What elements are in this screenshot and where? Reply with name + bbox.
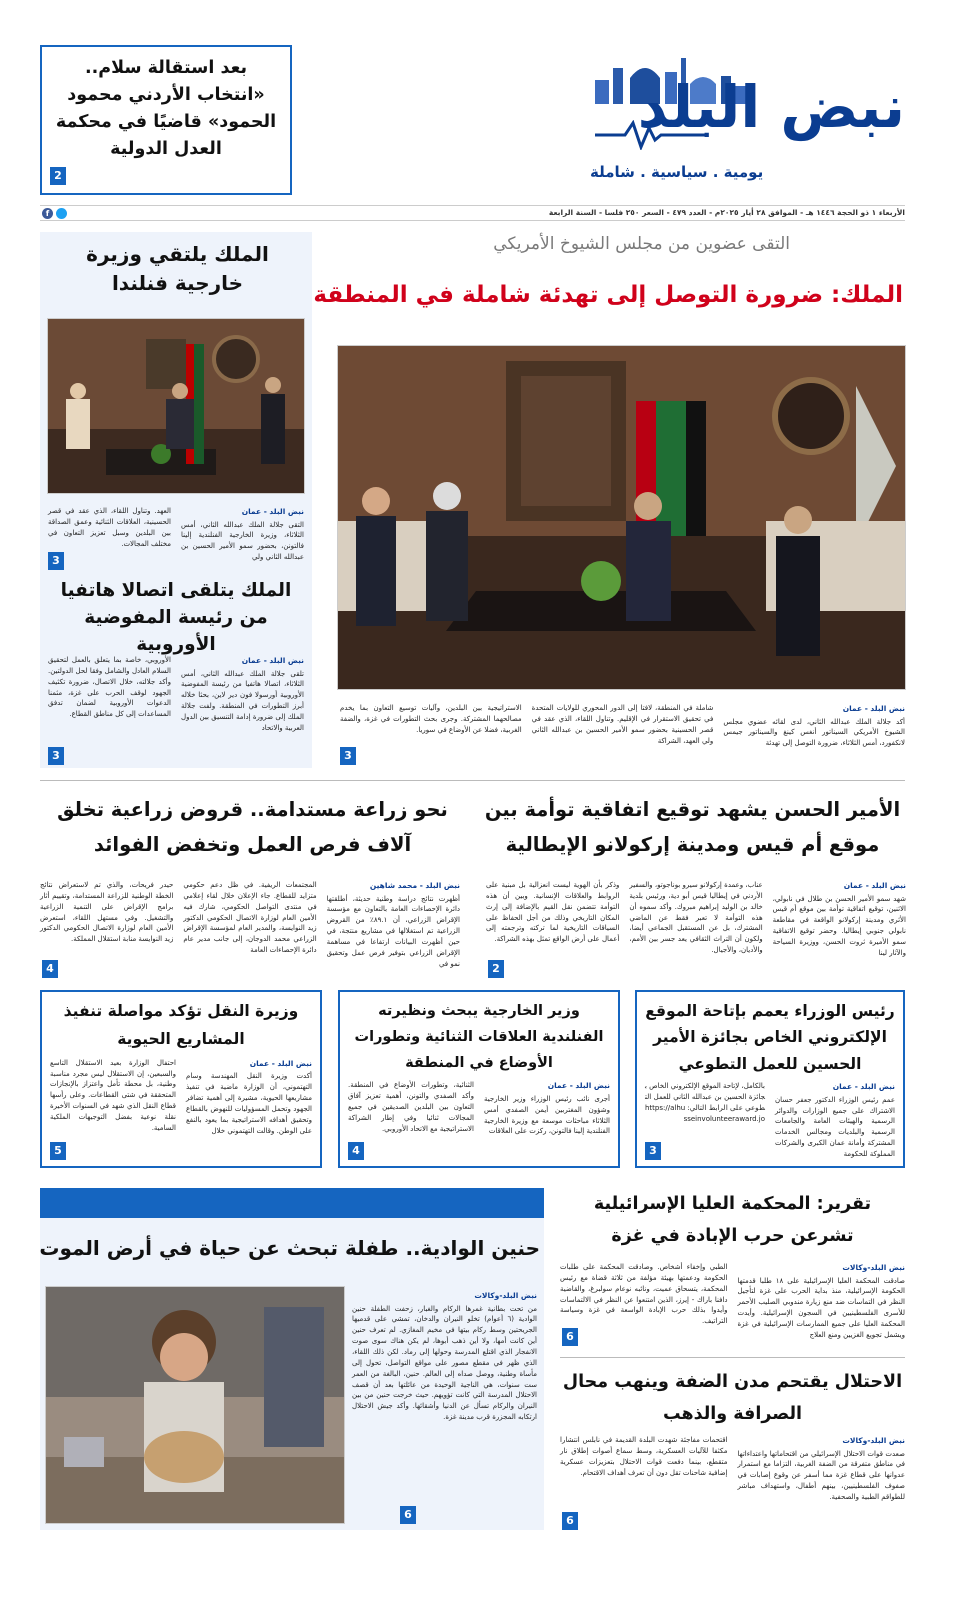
masthead	[455, 45, 905, 195]
transport-headline: وزيرة النقل تؤكد مواصلة تنفيذ المشاريع الحيوية	[63, 1002, 299, 1048]
raid-page-badge[interactable]: 6	[562, 1512, 578, 1530]
eu-col-1: تلقى جلالة الملك عبدالله الثاني، أمس الثلاثاء، اتصالا هاتفيا من رئيسة المفوضية الأوروبية أورسولا فون دير لاين، بحثا خلاله أبرز التطورات في المنطقة. ولفت جلالة الملك إلى ضرورة إدامة التنسيق بين الدول العربية والاتحاد	[181, 669, 304, 732]
pm-col-2: بالكامل، لإتاحة الموقع الإلكتروني الخاص بجائزة الحسين بن عبدالله الثاني للعمل التطوعي على الرابط التالي: https://alhusseinvolunteeraward.jo	[645, 1082, 765, 1123]
lead-photo	[337, 345, 906, 690]
heartbeat-line-icon	[595, 120, 705, 150]
hassan-page-badge[interactable]: 2	[488, 960, 504, 978]
lead-body	[340, 703, 905, 749]
promo-box[interactable]	[40, 45, 292, 195]
finland-headline[interactable]: الملك يلتقي وزيرة خارجية فنلندا	[86, 242, 269, 295]
fm-byline: نبض البلد - عمان	[547, 1081, 610, 1091]
raid-headline[interactable]: الاحتلال يقتحم مدن الضفة وينهب محال الصرافة والذهب	[562, 1372, 903, 1425]
fm-body	[348, 1080, 610, 1137]
raid-byline: نبض البلد-وكالات	[842, 1436, 905, 1445]
eu-body	[48, 655, 304, 734]
masthead-tagline: يومية . سياسية . شاملة	[590, 163, 764, 181]
hassan-col-3: وذكر بأن الهوية ليست انعزالية بل مبنية على الروابط والعلاقات الإنسانية. وبين أن هذه التوأمة تتضمن نقل القيم بالإضافة إلى إرث المكان التاريخي وذلك من أجل الحفاظ على السياقات التاريخية لما تركته وترجمته إلى أعمال على أرض الواقع تمثل بهذه الشراكة.	[486, 881, 620, 944]
page-number-badge: 2	[50, 167, 66, 185]
dateline: الأربعاء ١ ذو الحجة ١٤٤٦ هـ - الموافق ٢٨ أيار ٢٠٢٥م - العدد ٤٧٩ - السعر ٢٥٠ فلسا - السنة الرابعة	[548, 208, 905, 217]
pm-body	[645, 1081, 895, 1160]
lead-col-2: شاملة في المنطقة، لافتا إلى الدور المحوري للولايات المتحدة في تحقيق الاستقرار في الإقليم. وتناول اللقاء، الذي عقد في قصر الحسينية بحضور سمو الأمير الحسين بن عبدالله الثاني ولي العهد، الشراكة	[531, 704, 714, 745]
hassan-headline[interactable]: الأمير الحسن يشهد توقيع اتفاقية توأمة بين موقع أم قيس ومدينة إركولانو الإيطالية	[484, 798, 901, 857]
hassan-body	[486, 880, 906, 959]
hassan-col-1: شهد سمو الأمير الحسن بن طلال في نابولي، الاثنين، توقيع اتفاقية توأمة بين موقع أم قيس الأثري ومدينة إركولانو الواقعة في مقاطعة نابولي جنوبي إيطاليا. وحضر توقيع الاتفاقية سمو الأميرة ثروت الحسن، ووزيرة السياحة والآثار لينا	[772, 894, 906, 957]
eu-headline[interactable]: الملك يتلقى اتصالا هاتفيا من رئيسة المفوضية الأوروبية	[60, 580, 292, 655]
hanin-text: من تحت بطانية غمرها الركام والغبار، زحفت الطفلة حنين الوادية (٦ أعوام) تخلو النيران والدخان، تمشي على قدميها الجريحتين وسط ركام بيتها في مخيم المغازي. لم تعرف حنين أين كانت أمها، ولا أين ذهب أبوها، لم يكن هناك سوى صوت الانفجار الذي اقتلع المدرسة وحولها إلى رماد. لكن ذلك اللقاء، الذي ظهر في مقطع مصور على مواقع التواصل، تحول إلى مأساة وطنية، ووصل صداه إلى العالم. حنين، البالغة من العمر ست سنوات، هي الناجية الوحيدة من عائلتها بعد أن قصف الاحتلال المدرسة التي كانت تؤويهم. حيث خرجت حنين من بين النيران والركام تسأل عن الدنيا وأشقائها. وأكد جيش الاحتلال ارتكابه المجزرة قرب مدينة غزة.	[352, 1304, 537, 1422]
fm-box[interactable]	[338, 990, 620, 1168]
hanin-photo	[45, 1286, 345, 1524]
lead-page-badge[interactable]: 3	[340, 747, 356, 765]
finland-byline: نبض البلد - عمان	[241, 507, 304, 516]
eu-byline: نبض البلد - عمان	[241, 656, 304, 665]
divider	[40, 780, 905, 781]
lead-headline[interactable]: الملك: ضرورة التوصل إلى تهدئة شاملة في المنطقة	[313, 282, 903, 308]
pm-headline: رئيس الوزراء يعمم بإتاحة الموقع الإلكتروني الخاص بجائزة الأمير الحسين للعمل التطوعي	[645, 1002, 895, 1073]
fm-headline: وزير الخارجية يبحث ونظيرته الفنلندية العلاقات الثنائية وتطورات الأوضاع في المنطقة	[354, 1003, 604, 1072]
raid-col-2: اقتحمات مفاجئة شهدت البلدة القديمة في نابلس انتشارا مكثفا للآليات العسكرية، وسط سماع أصوات إطلاق نار متقطع، بينما دفعت قوات الاحتلال بتعزيزات عسكرية إضافية شاحنات تقل دون أن تعرف أهداف الاقتحام.	[560, 1436, 728, 1477]
hassan-col-2: عناب، وعمدة إركولانو سيرو بوناجوتو، والسفير الأردني في إيطاليا قيس أبو دية، ورئيس بلدية خالد بن الوليد إبراهيم مبروك. وأكد سموه أن هذه التوأمة لا تعبر فقط عن الماضي المشترك، بل عن المستقبل الجماعي أيضا، ولكون أن التراث الثقافي يعد جسر بين الأمم، والأديان، والأجيال.	[629, 881, 763, 955]
raid-col-1: صعدت قوات الاحتلال الإسرائيلي من اقتحاماتها واعتداءاتها في مناطق متفرقة من الضفة الغربية، التزاما مع استمرار عدوانها على قطاع غزة مما أسفر عن وقوع إصابات في صفوف الفلسطينيين، بينهم أطفال، واستهداف مباشر للطواقم الطبية والصحفية.	[737, 1449, 905, 1501]
pm-page-badge: 3	[645, 1142, 661, 1160]
lead-col-1: أكد جلالة الملك عبدالله الثاني، لدى لقائه عضوي مجلس الشيوخ الأمريكي السيناتور أنغس كينغ والسيناتور جيمس لانكفورد، أمس الثلاثاء، ضرورة التوصل إلى تهدئة	[723, 717, 905, 748]
pm-byline: نبض البلد - عمان	[832, 1082, 895, 1092]
court-byline: نبض البلد-وكالات	[842, 1263, 905, 1272]
transport-page-badge: 5	[50, 1142, 66, 1160]
hanin-byline: نبض البلد-وكالات	[474, 1291, 537, 1300]
lead-byline: نبض البلد - عمان	[842, 704, 905, 713]
facebook-icon[interactable]: f	[42, 208, 53, 219]
fm-col-2: الثنائية، وتطورات الأوضاع في المنطقة. وأكد الصفدي والتونن، أهمية تعزيز آفاق التعاون بين البلدين الصديقين في جميع المجالات ثنائيا وفي إطار الشراكة الاستراتيجية مع الاتحاد الأوروبي.	[348, 1081, 474, 1133]
divider	[560, 1357, 905, 1358]
agri-col-1: أظهرت نتائج دراسة وطنية حديثة، أطلقتها دائرة الإحصاءات العامة بالتعاون مع مؤسسة الإقراض الزراعي، أن ٨٩.١٪ من القروض الزراعية تم استغلالها في مشاريع منتجة، في حين أظهرت البيانات ارتفاعا في مساهمة الإقراض الزراعي بتوفير فرص عمل وتحقيق نمو في	[326, 894, 460, 968]
lead-col-3: الاستراتيجية بين البلدين، وآليات توسيع التعاون بما يخدم مصالحهما المشتركة. وجرى بحث التطورات في غزة، والضفة الغربية، فضلا عن الأوضاع في سوريا.	[339, 704, 522, 734]
agri-page-badge[interactable]: 4	[42, 960, 58, 978]
fm-page-badge: 4	[348, 1142, 364, 1160]
agri-col-2: المجتمعات الريفية. في ظل دعم حكومي متزايد للقطاع. جاء الإعلان خلال لقاء إعلامي في منتدى التواصل الحكومي، شارك فيه الأمين العام لوزارة الاتصال الحكومي الدكتور زيد النوايسة، والمدير العام لمؤسسة الإقراض الزراعي محمد الدوجان، إلى جانب مدير عام دائرة الإحصاءات العامة	[183, 881, 317, 955]
transport-col-1: أكدت وزيرة النقل المهندسة وسام التهتموني، أن الوزارة ماضية في تنفيذ مشاريعها الحيوية، مشيرة إلى أهمية تضافر الجهود وتحمل المسؤوليات للنهوض بالقطاع وتحقيق أهدافه الاستراتيجية بما يعود بالنفع على الوطن. وقالت التهتموني خلال	[186, 1072, 312, 1135]
agri-byline: نبض البلد - محمد شاهين	[369, 881, 460, 890]
court-body	[560, 1262, 905, 1341]
agri-col-3: حيدر فريحات، والذي تم لاستعراض نتائج الخطة الوطنية للزراعة المستدامة، وتقييم أثار برامج الإقراض على التنمية الزراعية والتشغيل. وفي مستهل اللقاء، استعرض الأمين العام لوزارة الاتصال الحكومي الدكتور زيد النوايسة منابة استقلال المملكة.	[40, 881, 174, 944]
promo-headline: بعد استقالة سلام.. «انتخاب الأردني محمود الحمود» قاضيًا في محكمة العدل الدولية	[55, 58, 277, 160]
hassan-byline: نبض البلد - عمان	[843, 881, 906, 890]
hanin-page-badge[interactable]: 6	[400, 1506, 416, 1524]
eu-page-badge[interactable]: 3	[48, 747, 64, 765]
transport-byline: نبض البلد - عمان	[249, 1058, 312, 1068]
finland-col-1: التقى جلالة الملك عبدالله الثاني، أمس الثلاثاء، وزيرة الخارجية الفنلندية إلينا فالتونن، بحضور سمو الأمير الحسين بن عبدالله الثاني ولي	[181, 520, 304, 562]
transport-col-2: احتفال الوزارة بعيد الاستقلال التاسع والسبعين، إن الاستقلال ليس مجرد مناسبة وطنية، بل محطة تأمل واعتزاز بالإنجازات المتحققة في شتى القطاعات. وعلى رأسها قطاع النقل الذي شهد في السنوات الأخيرة نقلة نوعية بفضل التوجيهات الملكية السامية.	[50, 1058, 176, 1132]
masthead-title: نبض البلد	[637, 73, 905, 141]
finland-col-2: العهد. وتناول اللقاء، الذي عقد في قصر الحسينية، العلاقات الثنائية وعمق الصداقة بين البلدين وسبل تعزيز التعاون في مختلف المجالات.	[48, 507, 171, 548]
raid-body	[560, 1435, 905, 1503]
lead-kicker: التقى عضوين من مجلس الشيوخ الأمريكي	[493, 234, 790, 254]
court-page-badge[interactable]: 6	[562, 1328, 578, 1346]
transport-box[interactable]	[40, 990, 322, 1168]
court-headline[interactable]: تقرير: المحكمة العليا الإسرائيلية تشرعن حرب الإبادة في غزة	[593, 1194, 872, 1247]
hanin-body	[352, 1290, 537, 1423]
pm-col-1: عمم رئيس الوزراء الدكتور جعفر حسان الاشتراك على جميع الوزارات والدوائر الرسمية والهيئات العامة والجامعات الرسمية والبلديات ومجالس الخدمات المشتركة وأمانة عمان الكبرى والشركات المملوكة للحكومة	[775, 1095, 895, 1158]
fm-col-1: أجرى نائب رئيس الوزراء وزير الخارجية وشؤون المغتربين أيمن الصفدي أمس الثلاثاء مباحثات موسعة مع وزيرة الخارجية الفنلندية إلينا فالتونن، ركزت على العلاقات	[484, 1094, 610, 1136]
transport-body	[50, 1058, 312, 1137]
twitter-icon[interactable]	[56, 208, 67, 219]
finland-photo	[47, 318, 305, 494]
hanin-headline[interactable]: حنين الوادية.. طفلة تبحث عن حياة في أرض الموت	[39, 1236, 540, 1260]
finland-body	[48, 506, 304, 563]
finland-page-badge[interactable]: 3	[48, 552, 64, 570]
hanin-bar	[40, 1188, 544, 1218]
eu-col-2: الأوروبي، خاصة بما يتعلق بالعمل لتحقيق السلام العادل والشامل وفقا لحل الدولتين. وأكد جلالته، خلال الاتصال، ضرورة تكثيف الجهود لوقف الحرب على غزة، مثمنا الدعوات الأوروبية لضمان تدفق المساعدات إلى كل مناطق القطاع.	[48, 656, 171, 719]
agri-headline[interactable]: نحو زراعة مستدامة.. قروض زراعية تخلق آلاف فرص العمل وتخفض الفوائد	[57, 798, 448, 857]
court-col-2: الطبي وإخفاء أشخاص. وصادقت المحكمة على طلبات الحكومة ودعمتها بهيئة مؤلفة من ثلاثة قضاة مع رئيس المحكمة، يتسحاق عميت، ونائبه نوعام سولبرغ، والقاضية دافنا باراك - إيرز، الذين امتنعوا عن النظر في الالتماسات وأيدوا بذلك حرب الإبادة الواسعة في غزة وسياسة التراتيف.	[560, 1263, 728, 1326]
pm-box[interactable]	[635, 990, 905, 1168]
dateline-bar	[40, 205, 905, 221]
agri-body	[40, 880, 460, 970]
court-col-1: صادقت المحكمة العليا الإسرائيلية على ١٨ طلبا قدمتها الحكومة الإسرائيلية، منذ بداية الحرب على غزة لتأجيل النظر في التماسات ضد منع زيارة مندوبي الصليب الأحمر للأسرى الفلسطينيين في السجون الإسرائيلية. وأيدت المحكمة العليا على جميع الممارسات الإسرائيلية في غزة ويشمل تجويع الغزيين ومنع العلاج	[737, 1276, 905, 1339]
